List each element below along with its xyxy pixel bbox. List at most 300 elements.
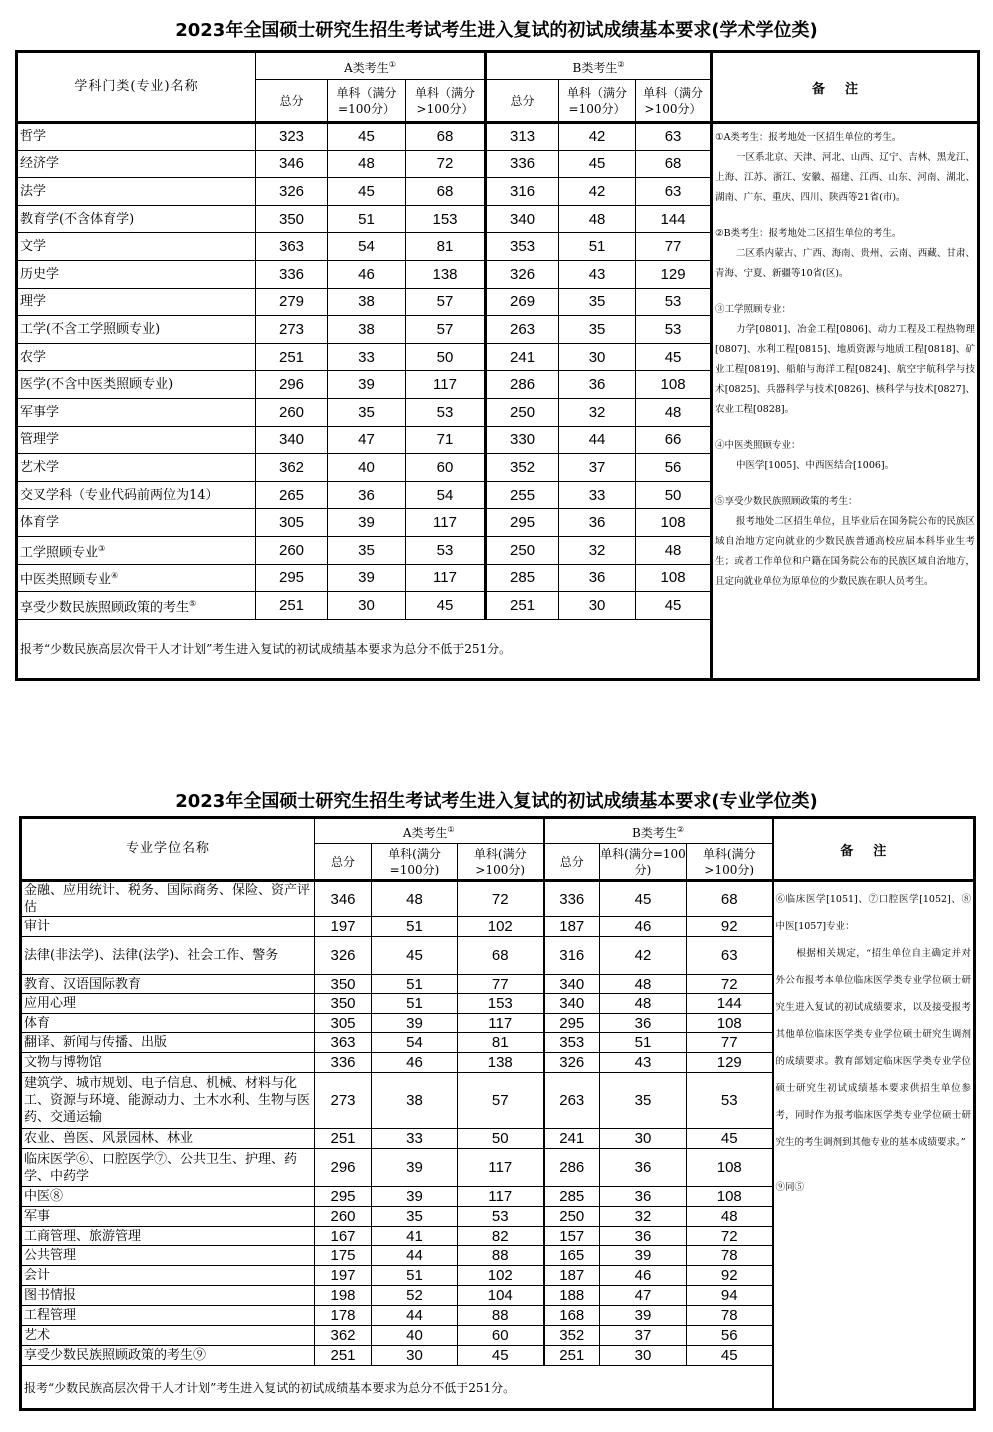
remark-note-body: 根据相关规定，“招生单位自主确定并对外公布报考本单位临床医学类专业学位硕士研究生进入复试的初试成绩要求，以及接受报考其他单位临床医学类专业学位硕士研究生调剂的成绩要求。教育部划定临床医学类专业学位硕士研究生初试成绩基本要求供招生单位参考，同时作为报考临床医学类专业学位硕士研究生的考生调剂到其他专业的基本成绩要求。” xyxy=(775,948,971,1148)
score-b-total: 250 xyxy=(544,1207,600,1227)
score-a-s100p: 45 xyxy=(406,592,486,620)
score-a-s100: 47 xyxy=(328,426,406,454)
score-b-s100: 32 xyxy=(559,536,636,564)
degree-name: 工商管理、旅游管理 xyxy=(21,1227,315,1246)
score-b-total: 157 xyxy=(544,1227,600,1246)
score-b-total: 340 xyxy=(486,205,559,233)
score-a-s100p: 117 xyxy=(406,509,486,537)
remark-note-body: 二区系内蒙古、广西、海南、贵州、云南、西藏、甘肃、青海、宁夏、新疆等10省(区)。 xyxy=(715,248,976,279)
score-b-s100: 39 xyxy=(600,1306,687,1326)
score-a-s100: 52 xyxy=(372,1286,458,1306)
score-b-s100p: 63 xyxy=(636,178,712,206)
score-b-s100: 36 xyxy=(600,1149,687,1187)
header-b-single100: 单科(满分=100分) xyxy=(600,844,687,881)
degree-name: 翻译、新闻与传播、出版 xyxy=(21,1033,315,1053)
score-a-s100p: 54 xyxy=(406,481,486,509)
header-degree-name: 专业学位名称 xyxy=(21,818,315,881)
score-a-total: 178 xyxy=(315,1306,372,1326)
score-a-s100: 45 xyxy=(328,178,406,206)
score-a-total: 198 xyxy=(315,1286,372,1306)
score-b-s100p: 45 xyxy=(687,1129,773,1149)
score-a-s100: 45 xyxy=(372,937,458,975)
score-a-total: 323 xyxy=(256,123,328,151)
score-b-s100p: 129 xyxy=(636,260,712,288)
degree-name: 中医⑧ xyxy=(21,1187,315,1207)
header-group-b: B类考生② xyxy=(544,818,773,844)
score-b-total: 165 xyxy=(544,1246,600,1266)
score-b-total: 295 xyxy=(486,509,559,537)
score-a-s100p: 117 xyxy=(458,1187,544,1207)
header-a-single-over100: 单科(满分>100分) xyxy=(458,844,544,881)
score-a-total: 260 xyxy=(256,536,328,564)
score-a-s100p: 57 xyxy=(458,1073,544,1129)
professional-title: 2023年全国硕士研究生招生考试考生进入复试的初试成绩基本要求(专业学位类) xyxy=(175,791,818,812)
score-a-s100p: 53 xyxy=(406,398,486,426)
score-a-s100p: 60 xyxy=(406,454,486,482)
score-b-s100: 30 xyxy=(559,592,636,620)
footer-note: 报考“少数民族高层次骨干人才计划”考生进入复试的初试成绩基本要求为总分不低于251分。 xyxy=(17,619,712,679)
score-b-s100p: 53 xyxy=(636,288,712,316)
score-b-s100: 36 xyxy=(559,564,636,592)
remarks-cell xyxy=(712,123,979,680)
score-b-total: 241 xyxy=(544,1129,600,1149)
degree-name: 公共管理 xyxy=(21,1246,315,1266)
score-b-s100: 30 xyxy=(600,1129,687,1149)
professional-score-table xyxy=(19,816,976,1411)
score-b-total: 336 xyxy=(486,150,559,178)
score-a-s100: 41 xyxy=(372,1227,458,1246)
score-b-s100: 47 xyxy=(600,1286,687,1306)
score-a-total: 279 xyxy=(256,288,328,316)
score-b-s100: 42 xyxy=(559,178,636,206)
table-row xyxy=(21,881,975,917)
score-b-s100p: 48 xyxy=(687,1207,773,1227)
score-a-s100: 33 xyxy=(372,1129,458,1149)
score-a-s100: 51 xyxy=(372,994,458,1014)
score-b-s100p: 77 xyxy=(687,1033,773,1053)
score-b-s100p: 78 xyxy=(687,1246,773,1266)
score-a-total: 197 xyxy=(315,917,372,937)
score-b-s100p: 92 xyxy=(687,917,773,937)
score-b-total: 295 xyxy=(544,1014,600,1033)
score-b-total: 352 xyxy=(486,454,559,482)
score-b-total: 255 xyxy=(486,481,559,509)
score-b-s100p: 68 xyxy=(687,881,773,917)
score-a-total: 251 xyxy=(315,1346,372,1366)
score-b-s100p: 108 xyxy=(636,371,712,399)
degree-name: 艺术 xyxy=(21,1326,315,1346)
score-a-s100p: 50 xyxy=(406,343,486,371)
score-a-s100p: 81 xyxy=(458,1033,544,1053)
score-b-total: 263 xyxy=(544,1073,600,1129)
subject-name: 经济学 xyxy=(17,150,256,178)
score-b-s100p: 45 xyxy=(636,343,712,371)
score-b-total: 250 xyxy=(486,398,559,426)
score-b-s100: 39 xyxy=(600,1246,687,1266)
score-b-s100p: 63 xyxy=(636,123,712,151)
score-b-s100p: 48 xyxy=(636,536,712,564)
score-b-s100p: 108 xyxy=(636,509,712,537)
score-a-s100: 39 xyxy=(372,1187,458,1207)
remark-note-head: ⑤享受少数民族照顾政策的考生： xyxy=(715,496,858,507)
score-b-s100p: 108 xyxy=(687,1014,773,1033)
score-a-s100p: 117 xyxy=(458,1149,544,1187)
score-b-s100p: 53 xyxy=(636,316,712,344)
score-a-s100p: 88 xyxy=(458,1306,544,1326)
score-a-s100p: 117 xyxy=(406,371,486,399)
score-a-total: 295 xyxy=(256,564,328,592)
score-b-total: 269 xyxy=(486,288,559,316)
score-a-s100p: 71 xyxy=(406,426,486,454)
remark-note xyxy=(715,300,975,420)
subject-name: 管理学 xyxy=(17,426,256,454)
score-b-s100: 48 xyxy=(600,975,687,994)
score-a-s100p: 104 xyxy=(458,1286,544,1306)
score-a-s100: 46 xyxy=(328,260,406,288)
score-a-s100p: 77 xyxy=(458,975,544,994)
score-a-total: 305 xyxy=(315,1014,372,1033)
subject-name: 历史学 xyxy=(17,260,256,288)
subject-name: 理学 xyxy=(17,288,256,316)
score-a-total: 273 xyxy=(315,1073,372,1129)
score-a-total: 346 xyxy=(256,150,328,178)
header-a-single100: 单科（满分=100分） xyxy=(328,80,406,123)
academic-score-table xyxy=(15,50,980,681)
score-a-s100p: 117 xyxy=(458,1014,544,1033)
score-a-s100: 39 xyxy=(372,1149,458,1187)
subject-name: 享受少数民族照顾政策的考生⑤ xyxy=(17,592,256,620)
score-b-total: 187 xyxy=(544,917,600,937)
remark-note-head: ④中医类照顾专业： xyxy=(715,440,801,451)
header-a-single-over100: 单科（满分>100分） xyxy=(406,80,486,123)
score-b-s100: 32 xyxy=(600,1207,687,1227)
score-b-total: 352 xyxy=(544,1326,600,1346)
remark-note xyxy=(715,224,975,284)
score-a-total: 265 xyxy=(256,481,328,509)
score-a-s100: 44 xyxy=(372,1246,458,1266)
subject-name: 工学照顾专业③ xyxy=(17,536,256,564)
score-b-total: 336 xyxy=(544,881,600,917)
score-a-s100: 51 xyxy=(372,975,458,994)
header-a-total: 总分 xyxy=(256,80,328,123)
score-b-s100: 32 xyxy=(559,398,636,426)
score-b-s100p: 92 xyxy=(687,1266,773,1286)
score-a-total: 336 xyxy=(256,260,328,288)
score-b-s100: 46 xyxy=(600,1266,687,1286)
degree-name: 法律(非法学)、法律(法学)、社会工作、警务 xyxy=(21,937,315,975)
score-a-s100: 48 xyxy=(328,150,406,178)
score-b-total: 285 xyxy=(544,1187,600,1207)
degree-name: 文物与博物馆 xyxy=(21,1053,315,1073)
score-a-s100p: 81 xyxy=(406,233,486,261)
score-a-total: 363 xyxy=(315,1033,372,1053)
score-b-s100: 48 xyxy=(559,205,636,233)
score-a-total: 273 xyxy=(256,316,328,344)
score-a-s100p: 53 xyxy=(458,1207,544,1227)
score-a-s100p: 72 xyxy=(458,881,544,917)
score-b-total: 353 xyxy=(486,233,559,261)
degree-name: 金融、应用统计、税务、国际商务、保险、资产评估 xyxy=(21,881,315,917)
score-b-s100: 45 xyxy=(559,150,636,178)
score-b-s100p: 108 xyxy=(687,1187,773,1207)
score-b-total: 250 xyxy=(486,536,559,564)
score-b-total: 168 xyxy=(544,1306,600,1326)
score-b-total: 340 xyxy=(544,994,600,1014)
score-a-total: 350 xyxy=(315,975,372,994)
score-b-total: 326 xyxy=(544,1053,600,1073)
score-b-s100p: 50 xyxy=(636,481,712,509)
score-b-s100p: 144 xyxy=(687,994,773,1014)
score-a-total: 362 xyxy=(256,454,328,482)
score-a-total: 363 xyxy=(256,233,328,261)
degree-name: 建筑学、城市规划、电子信息、机械、材料与化工、资源与环境、能源动力、土木水利、生物与医药、交通运输 xyxy=(21,1073,315,1129)
remark-note-body: 力学[0801]、冶金工程[0806]、动力工程及工程热物理[0807]、水利工程[0815]、地质资源与地质工程[0818]、矿业工程[0819]、船舶与海洋工程[0824]、航空宇航科学与技术[0825]、兵器科学与技术[0826]、核科学与技术[0827]、农业工程[0828]。 xyxy=(715,324,976,415)
score-a-s100: 33 xyxy=(328,343,406,371)
score-b-s100p: 72 xyxy=(687,975,773,994)
score-b-total: 330 xyxy=(486,426,559,454)
score-b-s100p: 72 xyxy=(687,1227,773,1246)
degree-name: 审计 xyxy=(21,917,315,937)
remark-note xyxy=(715,492,975,592)
score-a-s100: 39 xyxy=(328,371,406,399)
subject-name: 教育学(不含体育学) xyxy=(17,205,256,233)
score-b-s100: 33 xyxy=(559,481,636,509)
subject-name: 医学(不含中医类照顾专业) xyxy=(17,371,256,399)
score-b-s100: 35 xyxy=(559,316,636,344)
remark-note xyxy=(715,436,975,476)
subject-name: 艺术学 xyxy=(17,454,256,482)
score-a-s100: 46 xyxy=(372,1053,458,1073)
score-a-s100p: 117 xyxy=(406,564,486,592)
score-a-s100p: 138 xyxy=(458,1053,544,1073)
score-a-total: 326 xyxy=(315,937,372,975)
score-a-s100p: 57 xyxy=(406,316,486,344)
score-a-s100p: 60 xyxy=(458,1326,544,1346)
score-b-s100p: 66 xyxy=(636,426,712,454)
score-a-s100: 38 xyxy=(372,1073,458,1129)
score-a-s100: 38 xyxy=(328,316,406,344)
score-b-s100: 36 xyxy=(600,1014,687,1033)
degree-name: 享受少数民族照顾政策的考生⑨ xyxy=(21,1346,315,1366)
score-b-total: 263 xyxy=(486,316,559,344)
remark-note-head: ③工学照顾专业： xyxy=(715,304,792,315)
score-a-total: 296 xyxy=(315,1149,372,1187)
score-a-s100: 40 xyxy=(328,454,406,482)
degree-name: 图书情报 xyxy=(21,1286,315,1306)
score-a-total: 197 xyxy=(315,1266,372,1286)
header-a-total: 总分 xyxy=(315,844,372,881)
score-a-s100p: 72 xyxy=(406,150,486,178)
degree-name: 军事 xyxy=(21,1207,315,1227)
score-b-total: 285 xyxy=(486,564,559,592)
score-b-total: 316 xyxy=(544,937,600,975)
score-b-s100p: 78 xyxy=(687,1306,773,1326)
degree-name: 农业、兽医、风景园林、林业 xyxy=(21,1129,315,1149)
score-b-s100: 37 xyxy=(600,1326,687,1346)
remark-note xyxy=(715,128,975,208)
score-b-total: 188 xyxy=(544,1286,600,1306)
score-a-s100p: 153 xyxy=(406,205,486,233)
degree-name: 会计 xyxy=(21,1266,315,1286)
header-subject-name: 学科门类(专业)名称 xyxy=(17,52,256,123)
score-a-s100: 39 xyxy=(328,564,406,592)
score-b-s100: 51 xyxy=(600,1033,687,1053)
score-b-s100: 43 xyxy=(600,1053,687,1073)
score-a-total: 346 xyxy=(315,881,372,917)
score-a-total: 167 xyxy=(315,1227,372,1246)
score-b-s100p: 108 xyxy=(687,1149,773,1187)
subject-name: 工学(不含工学照顾专业) xyxy=(17,316,256,344)
score-a-s100: 54 xyxy=(328,233,406,261)
header-b-total: 总分 xyxy=(544,844,600,881)
score-b-s100: 36 xyxy=(600,1227,687,1246)
score-b-s100p: 45 xyxy=(636,592,712,620)
score-a-s100: 39 xyxy=(328,509,406,537)
score-b-s100p: 144 xyxy=(636,205,712,233)
score-a-s100: 44 xyxy=(372,1306,458,1326)
score-a-s100p: 88 xyxy=(458,1246,544,1266)
academic-title: 2023年全国硕士研究生招生考试考生进入复试的初试成绩基本要求(学术学位类) xyxy=(175,20,818,41)
subject-name: 农学 xyxy=(17,343,256,371)
score-a-total: 326 xyxy=(256,178,328,206)
score-b-s100p: 108 xyxy=(636,564,712,592)
header-b-single100: 单科（满分=100分） xyxy=(559,80,636,123)
score-a-total: 296 xyxy=(256,371,328,399)
subject-name: 体育学 xyxy=(17,509,256,537)
score-a-s100: 38 xyxy=(328,288,406,316)
remark-note-head: ②B类考生：报考地处二区招生单位的考生。 xyxy=(715,228,902,239)
subject-name: 文学 xyxy=(17,233,256,261)
score-b-s100: 43 xyxy=(559,260,636,288)
score-b-total: 316 xyxy=(486,178,559,206)
remark-note-head: ①A类考生：报考地处一区招生单位的考生。 xyxy=(715,132,902,143)
score-b-s100p: 63 xyxy=(687,937,773,975)
header-remarks: 备注 xyxy=(773,818,975,881)
score-a-total: 295 xyxy=(315,1187,372,1207)
header-b-total: 总分 xyxy=(486,80,559,123)
score-a-s100p: 82 xyxy=(458,1227,544,1246)
score-b-s100: 36 xyxy=(559,371,636,399)
degree-name: 体育 xyxy=(21,1014,315,1033)
score-b-total: 286 xyxy=(544,1149,600,1187)
score-a-total: 305 xyxy=(256,509,328,537)
score-a-total: 350 xyxy=(315,994,372,1014)
degree-name: 教育、汉语国际教育 xyxy=(21,975,315,994)
score-b-total: 187 xyxy=(544,1266,600,1286)
score-a-s100: 48 xyxy=(372,881,458,917)
score-b-s100: 42 xyxy=(559,123,636,151)
score-b-s100: 37 xyxy=(559,454,636,482)
degree-name: 临床医学⑥、口腔医学⑦、公共卫生、护理、药学、中药学 xyxy=(21,1149,315,1187)
score-a-s100p: 138 xyxy=(406,260,486,288)
score-b-total: 340 xyxy=(544,975,600,994)
score-a-s100p: 53 xyxy=(406,536,486,564)
subject-name: 交叉学科（专业代码前两位为14） xyxy=(17,481,256,509)
score-a-s100: 35 xyxy=(328,536,406,564)
score-a-total: 362 xyxy=(315,1326,372,1346)
score-b-s100: 45 xyxy=(600,881,687,917)
subject-name: 哲学 xyxy=(17,123,256,151)
header-b-single-over100: 单科(满分>100分) xyxy=(687,844,773,881)
score-b-total: 353 xyxy=(544,1033,600,1053)
score-b-s100: 35 xyxy=(600,1073,687,1129)
remark-note-9: ⑨同⑤ xyxy=(775,1182,805,1193)
score-a-s100: 45 xyxy=(328,123,406,151)
score-a-total: 251 xyxy=(315,1129,372,1149)
score-a-total: 350 xyxy=(256,205,328,233)
header-group-a: A类考生① xyxy=(315,818,544,844)
score-b-total: 251 xyxy=(486,592,559,620)
score-b-s100p: 77 xyxy=(636,233,712,261)
degree-name: 应用心理 xyxy=(21,994,315,1014)
score-a-s100p: 45 xyxy=(458,1346,544,1366)
score-b-total: 251 xyxy=(544,1346,600,1366)
score-b-total: 326 xyxy=(486,260,559,288)
score-b-s100p: 56 xyxy=(636,454,712,482)
score-a-s100: 36 xyxy=(328,481,406,509)
score-b-total: 313 xyxy=(486,123,559,151)
remark-note-body: 报考地处二区招生单位，且毕业后在国务院公布的民族区域自治地方定向就业的少数民族普通高校应届本科毕业生考生；或者工作单位和户籍在国务院公布的民族区域自治地方，且定向就业单位为原单位的少数民族在职人员考生。 xyxy=(715,516,976,587)
remarks-cell xyxy=(773,881,975,1410)
header-b-single-over100: 单科（满分>100分） xyxy=(636,80,712,123)
score-b-s100: 51 xyxy=(559,233,636,261)
score-a-s100: 35 xyxy=(328,398,406,426)
score-a-total: 336 xyxy=(315,1053,372,1073)
score-a-s100p: 153 xyxy=(458,994,544,1014)
score-b-s100: 44 xyxy=(559,426,636,454)
score-b-s100: 35 xyxy=(559,288,636,316)
remark-note-head: ⑥临床医学[1051]、⑦口腔医学[1052]、⑧中医[1057]专业： xyxy=(775,894,971,932)
score-b-s100p: 94 xyxy=(687,1286,773,1306)
score-b-s100p: 129 xyxy=(687,1053,773,1073)
subject-name: 军事学 xyxy=(17,398,256,426)
score-a-total: 251 xyxy=(256,592,328,620)
score-a-s100: 51 xyxy=(328,205,406,233)
score-b-s100: 30 xyxy=(600,1346,687,1366)
header-group-a: A类考生① xyxy=(256,52,486,80)
score-a-s100: 30 xyxy=(328,592,406,620)
score-a-s100p: 68 xyxy=(406,123,486,151)
score-b-s100: 42 xyxy=(600,937,687,975)
score-a-s100p: 68 xyxy=(458,937,544,975)
score-a-total: 251 xyxy=(256,343,328,371)
score-a-s100p: 68 xyxy=(406,178,486,206)
score-b-s100p: 68 xyxy=(636,150,712,178)
score-b-s100: 36 xyxy=(559,509,636,537)
score-a-s100p: 102 xyxy=(458,917,544,937)
score-b-s100: 48 xyxy=(600,994,687,1014)
score-a-s100: 30 xyxy=(372,1346,458,1366)
footer-note: 报考“少数民族高层次骨干人才计划”考生进入复试的初试成绩基本要求为总分不低于251分。 xyxy=(21,1366,773,1410)
subject-name: 中医类照顾专业④ xyxy=(17,564,256,592)
score-b-s100p: 56 xyxy=(687,1326,773,1346)
score-b-s100: 30 xyxy=(559,343,636,371)
score-a-total: 340 xyxy=(256,426,328,454)
table-row xyxy=(17,123,979,151)
remark-note-body: 一区系北京、天津、河北、山西、辽宁、吉林、黑龙江、上海、江苏、浙江、安徽、福建、江西、山东、河南、湖北、湖南、广东、重庆、四川、陕西等21省(市)。 xyxy=(715,152,976,203)
score-a-total: 260 xyxy=(256,398,328,426)
score-a-s100: 35 xyxy=(372,1207,458,1227)
score-b-s100p: 53 xyxy=(687,1073,773,1129)
subject-name: 法学 xyxy=(17,178,256,206)
remark-note-body: 中医学[1005]、中西医结合[1006]。 xyxy=(735,460,895,471)
score-a-s100: 40 xyxy=(372,1326,458,1346)
score-a-total: 175 xyxy=(315,1246,372,1266)
score-b-total: 286 xyxy=(486,371,559,399)
score-b-s100p: 45 xyxy=(687,1346,773,1366)
score-a-s100p: 50 xyxy=(458,1129,544,1149)
score-a-s100p: 102 xyxy=(458,1266,544,1286)
